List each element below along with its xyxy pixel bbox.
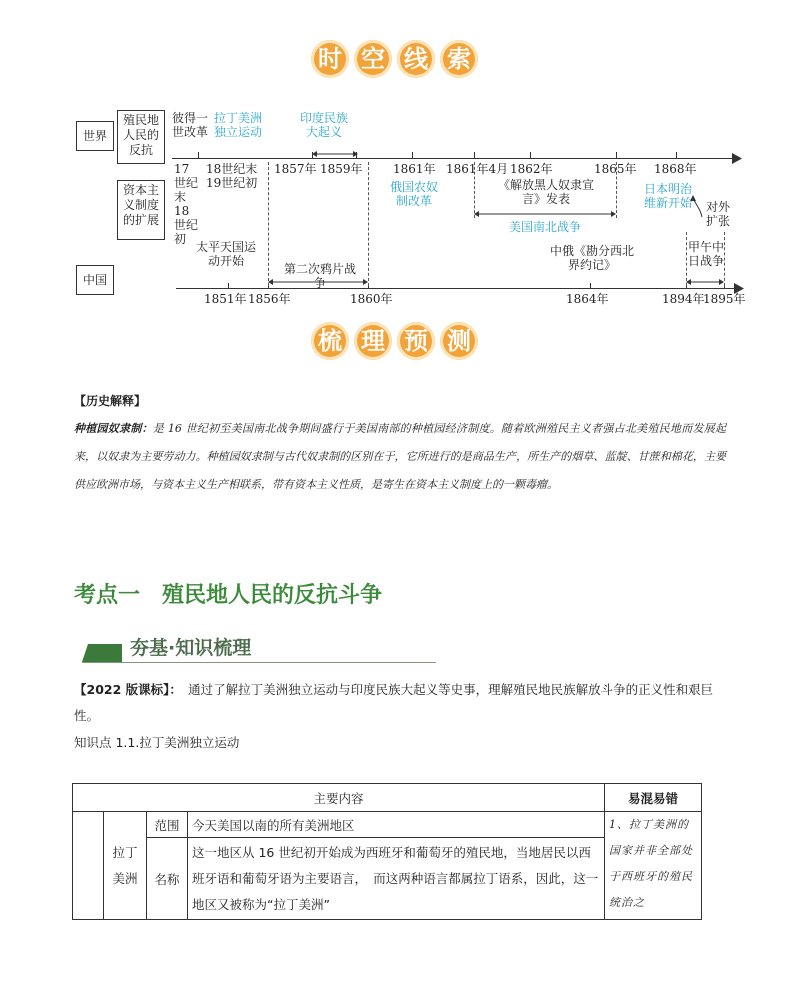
event-peter: 彼得一世改革 xyxy=(171,111,208,139)
tick xyxy=(616,152,617,158)
date: 1865年 xyxy=(594,162,637,176)
table-blank-cell xyxy=(73,812,104,920)
history-body: 是 16 世纪初至美国南北战争期间盛行于美国南部的种植园经济制度。随着欧洲殖民主义者强占北美殖民地而发展起来，以奴隶为主要劳动力。种植园奴隶制与古代奴隶制的区别在于，它所进行的是商品生产，所生产的烟草、蓝靛、甘蔗和棉花，主要供应欧洲市场，与资本主义生产相联系，带有资本主义性质，是寄生在资本主义制度上的一颗毒瘤。 xyxy=(74,422,726,491)
world-axis xyxy=(172,158,734,159)
table-row-text: 这一地区从 16 世纪初开始成为西班牙和葡萄牙的殖民地，当地居民以西班牙语和葡萄牙语为主要语言， 而这两种语言都属拉丁语系，因此，这一地区又被称为“拉丁美洲” xyxy=(188,838,605,920)
china-label: 中国 xyxy=(76,265,114,295)
span-arrow-icon xyxy=(312,150,358,158)
date: 1856年 xyxy=(248,292,291,306)
date: 1864年 xyxy=(566,292,609,306)
section-title: 考点一 殖民地人民的反抗斗争 xyxy=(74,583,383,608)
knowledge-point: 知识点 1.1.拉丁美洲独立运动 xyxy=(74,735,240,750)
china-axis xyxy=(176,288,736,289)
world-arrow-icon xyxy=(732,153,742,164)
curve-arrow-icon xyxy=(690,195,704,219)
dash-line xyxy=(368,162,369,286)
banner-char: 理 xyxy=(354,322,392,360)
banner-char: 预 xyxy=(397,322,435,360)
date: 1857年 xyxy=(274,162,317,176)
date: 1895年 xyxy=(703,292,746,306)
table-group: 拉丁美洲 xyxy=(104,812,147,920)
date: 18世纪末19世纪初 xyxy=(206,162,258,190)
history-term: 种植园奴隶制： xyxy=(74,422,153,435)
event-russia: 俄国农奴制改革 xyxy=(390,180,439,208)
banner-char: 梳 xyxy=(311,322,349,360)
span-arrow-icon xyxy=(686,278,724,286)
event-expand: 对外扩张 xyxy=(706,200,731,228)
content-table xyxy=(72,783,702,920)
banner-char: 空 xyxy=(354,40,392,78)
tick xyxy=(474,152,475,158)
date: 1859年 xyxy=(320,162,363,176)
date: 1868年 xyxy=(654,162,697,176)
table-row-label: 名称 xyxy=(147,838,188,920)
event-india: 印度民族大起义 xyxy=(299,111,348,139)
standard-label: 【2022 版课标】： xyxy=(74,682,176,697)
date: 17世纪末18世纪初 xyxy=(174,162,199,246)
tick xyxy=(676,152,677,158)
standard-text: 通过了解拉丁美洲独立运动与印度民族大起义等史事，理解殖民地民族解放斗争的正义性和艰巨性。 xyxy=(74,682,714,723)
box-capital: 资本主义制度的扩展 xyxy=(117,180,165,240)
table-row-text: 今天美国以南的所有美洲地区 xyxy=(188,812,605,838)
sub-banner xyxy=(82,636,436,663)
event-taiping: 太平天国运动开始 xyxy=(196,240,257,268)
sub-banner-title: 夯基·知识梳理 xyxy=(130,637,252,659)
banner-char: 线 xyxy=(397,40,435,78)
event-emancipation: 《解放黑人奴隶宣言》发表 xyxy=(497,178,594,206)
table-side-note: 1、拉丁美洲的国家并非全部处于西班牙的殖民统治之 xyxy=(605,812,702,920)
banner-char: 索 xyxy=(440,40,478,78)
event-latin: 拉丁美洲独立运动 xyxy=(213,111,262,139)
date: 1860年 xyxy=(350,292,393,306)
event-civil-war: 美国南北战争 xyxy=(508,220,581,234)
table-header-side: 易混易错 xyxy=(605,784,702,812)
event-sino-jp: 甲午中日战争 xyxy=(687,240,724,268)
event-japan: 日本明治维新开始 xyxy=(644,182,693,210)
date: 1861年 xyxy=(393,162,436,176)
table-header-main: 主要内容 xyxy=(73,784,605,812)
history-heading: 【历史解释】 xyxy=(74,394,147,408)
banner-char: 时 xyxy=(311,40,349,78)
curriculum-standard xyxy=(74,677,724,729)
box-resist: 殖民地人民的反抗 xyxy=(117,110,165,164)
tick xyxy=(198,152,199,158)
dash-line xyxy=(268,162,269,286)
date: 1851年 xyxy=(204,292,247,306)
tick xyxy=(530,152,531,158)
tick xyxy=(412,152,413,158)
table-row-label: 范围 xyxy=(147,812,188,838)
world-label: 世界 xyxy=(76,121,114,151)
banner-bar-icon xyxy=(82,644,122,662)
date: 1862年 xyxy=(510,162,553,176)
date: 1894年 xyxy=(662,292,705,306)
event-opium2: 第二次鸦片战争 xyxy=(283,262,356,290)
banner-char: 测 xyxy=(440,322,478,360)
span-arrow-icon xyxy=(474,210,616,218)
date: 1861年4月 xyxy=(446,162,509,176)
history-explanation xyxy=(74,387,726,499)
event-treaty: 中俄《勘分西北界约记》 xyxy=(549,244,634,272)
tick xyxy=(590,283,591,289)
tick xyxy=(228,283,229,289)
